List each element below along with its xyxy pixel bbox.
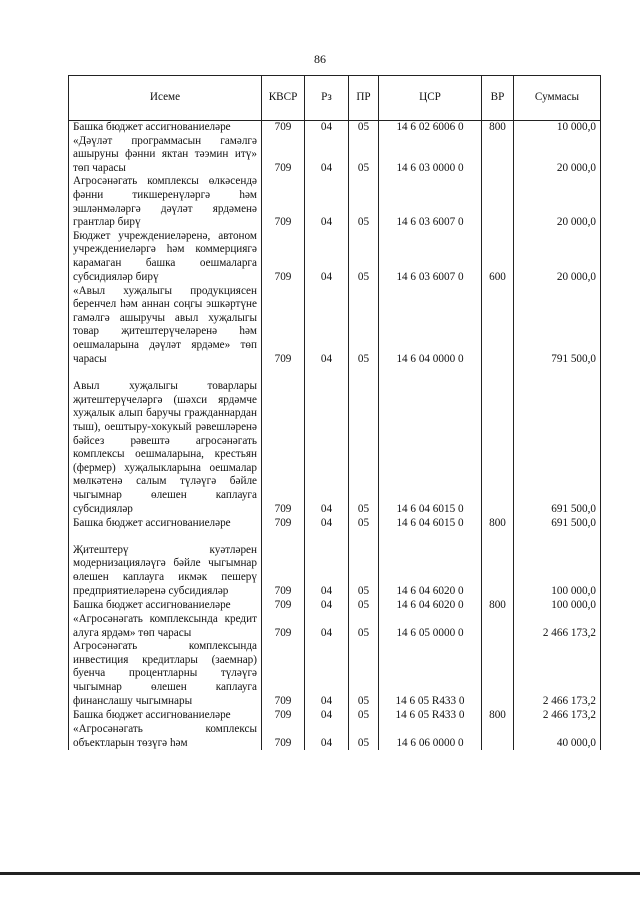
table-row [69,516,601,530]
cell-csr: 14 6 06 0000 0 [379,722,482,750]
table-row [69,135,601,176]
cell-sum: 20 000,0 [514,175,601,229]
page-number: 86 [314,52,326,66]
cell-rz: 04 [305,612,349,640]
header-kvsr: КВСР [262,76,305,121]
cell-rz: 04 [305,230,349,284]
cell-kvsr: 709 [262,516,305,530]
cell-rz: 04 [305,598,349,612]
cell-rz: 04 [305,366,349,516]
cell-kvsr: 709 [262,640,305,708]
budget-table [68,75,601,750]
cell-sum: 791 500,0 [514,284,601,366]
cell-vr [482,530,514,598]
cell-csr: 14 6 05 R433 0 [379,708,482,722]
cell-pr: 05 [349,722,379,750]
cell-rz: 04 [305,722,349,750]
cell-kvsr: 709 [262,598,305,612]
cell-sum: 2 466 173,2 [514,708,601,722]
cell-rz: 04 [305,284,349,366]
cell-vr: 600 [482,230,514,284]
cell-sum: 2 466 173,2 [514,612,601,640]
cell-csr: 14 6 03 0000 0 [379,135,482,176]
table-row [69,640,601,708]
cell-kvsr: 709 [262,708,305,722]
cell-csr: 14 6 04 6020 0 [379,530,482,598]
cell-sum: 20 000,0 [514,230,601,284]
cell-rz: 04 [305,121,349,135]
table-row [69,598,601,612]
cell-vr [482,366,514,516]
cell-name: Башка бюджет ассигнованиеләре [69,708,262,722]
cell-vr: 800 [482,516,514,530]
cell-sum: 100 000,0 [514,598,601,612]
cell-kvsr: 709 [262,121,305,135]
cell-vr [482,722,514,750]
header-vr: ВР [482,76,514,121]
page-bottom-rule [0,872,640,875]
cell-name: Авыл хуҗалыгы товарлары җитештерүчеләргә (шәхси ярдәмче хуҗалык алып баручы гражданнардан тыш), оештыру-хокукый рәвешләренә бәйсез рәвештә агросәнәгать комплексы оешмаларына, крестьян (фермер) хуҗалыкларына оешмалар мөлкәтенә салым түләүгә бәйле чыгымнар өлешен каплауга субсидияләр [69,366,262,516]
cell-vr [482,135,514,176]
table-row [69,175,601,229]
cell-vr [482,640,514,708]
cell-csr: 14 6 04 6015 0 [379,366,482,516]
cell-csr: 14 6 02 6006 0 [379,121,482,135]
cell-name: Башка бюджет ассигнованиеләре [69,121,262,135]
header-csr: ЦСР [379,76,482,121]
cell-csr: 14 6 03 6007 0 [379,230,482,284]
cell-kvsr: 709 [262,135,305,176]
header-pr: ПР [349,76,379,121]
table-row [69,366,601,516]
cell-rz: 04 [305,175,349,229]
cell-pr: 05 [349,530,379,598]
cell-kvsr: 709 [262,612,305,640]
cell-vr [482,612,514,640]
cell-kvsr: 709 [262,175,305,229]
cell-name: Бюджет учреждениеләренә, автоном учреждениеләргә һәм коммерциягә карамаган башка оешмаларга субсидияләр бирү [69,230,262,284]
cell-name: «Агросәнәгать комплексында кредит алуга ярдәм» төп чарасы [69,612,262,640]
cell-rz: 04 [305,708,349,722]
cell-pr: 05 [349,598,379,612]
cell-kvsr: 709 [262,722,305,750]
cell-csr: 14 6 04 0000 0 [379,284,482,366]
table-row [69,284,601,366]
cell-name: Агросәнәгать комплексы өлкәсендә фәнни тикшеренүләргә һәм эшләнмәләргә дәүләт ярдәменә грантлар бирү [69,175,262,229]
table-row [69,612,601,640]
cell-name: «Авыл хуҗалыгы продукциясен беренчел һәм аннан соңгы эшкәртүне гамәлгә ашыручы авыл хуҗалыгы товар җитештерүчеләренә һәм оешмаларына дәүләт ярдәме» төп чарасы [69,284,262,366]
header-sum: Суммасы [514,76,601,121]
cell-sum: 691 500,0 [514,516,601,530]
cell-name: «Агросәнәгать комплексы объектларын төзүгә һәм [69,722,262,750]
table-row [69,230,601,284]
header-name: Исеме [69,76,262,121]
cell-kvsr: 709 [262,530,305,598]
cell-name: Җитештерү куәтләрен модернизацияләүгә бәйле чыгымнар өлешен каплауга икмәк пешерү предприятиеләренә субсидияләр [69,530,262,598]
cell-name: «Дәүләт программасын гамәлгә ашыруны фәнни яктан тәэмин итү» төп чарасы [69,135,262,176]
cell-name: Агросәнәгать комплексында инвестиция кредитлары (заемнар) буенча процентларны түләүгә чыгымнар өлешен каплауга финанслашу чыгымнары [69,640,262,708]
cell-csr: 14 6 04 6020 0 [379,598,482,612]
cell-vr [482,175,514,229]
cell-sum: 20 000,0 [514,135,601,176]
table-row [69,121,601,135]
cell-vr: 800 [482,708,514,722]
cell-csr: 14 6 03 6007 0 [379,175,482,229]
cell-pr: 05 [349,230,379,284]
cell-sum: 2 466 173,2 [514,640,601,708]
cell-rz: 04 [305,516,349,530]
cell-pr: 05 [349,121,379,135]
cell-pr: 05 [349,135,379,176]
cell-pr: 05 [349,175,379,229]
cell-pr: 05 [349,516,379,530]
cell-name: Башка бюджет ассигнованиеләре [69,516,262,530]
header-rz: Рз [305,76,349,121]
table-row [69,708,601,722]
cell-sum: 10 000,0 [514,121,601,135]
cell-vr: 800 [482,598,514,612]
cell-rz: 04 [305,640,349,708]
cell-vr [482,284,514,366]
table-row [69,722,601,750]
cell-csr: 14 6 04 6015 0 [379,516,482,530]
cell-pr: 05 [349,640,379,708]
table-row [69,530,601,598]
table-body [69,121,601,751]
cell-rz: 04 [305,135,349,176]
cell-kvsr: 709 [262,284,305,366]
cell-csr: 14 6 05 R433 0 [379,640,482,708]
cell-pr: 05 [349,708,379,722]
cell-pr: 05 [349,284,379,366]
table-header-row [69,76,601,121]
cell-csr: 14 6 05 0000 0 [379,612,482,640]
cell-vr: 800 [482,121,514,135]
cell-sum: 691 500,0 [514,366,601,516]
cell-pr: 05 [349,366,379,516]
cell-rz: 04 [305,530,349,598]
cell-pr: 05 [349,612,379,640]
cell-sum: 40 000,0 [514,722,601,750]
cell-name: Башка бюджет ассигнованиеләре [69,598,262,612]
cell-kvsr: 709 [262,230,305,284]
cell-kvsr: 709 [262,366,305,516]
cell-sum: 100 000,0 [514,530,601,598]
